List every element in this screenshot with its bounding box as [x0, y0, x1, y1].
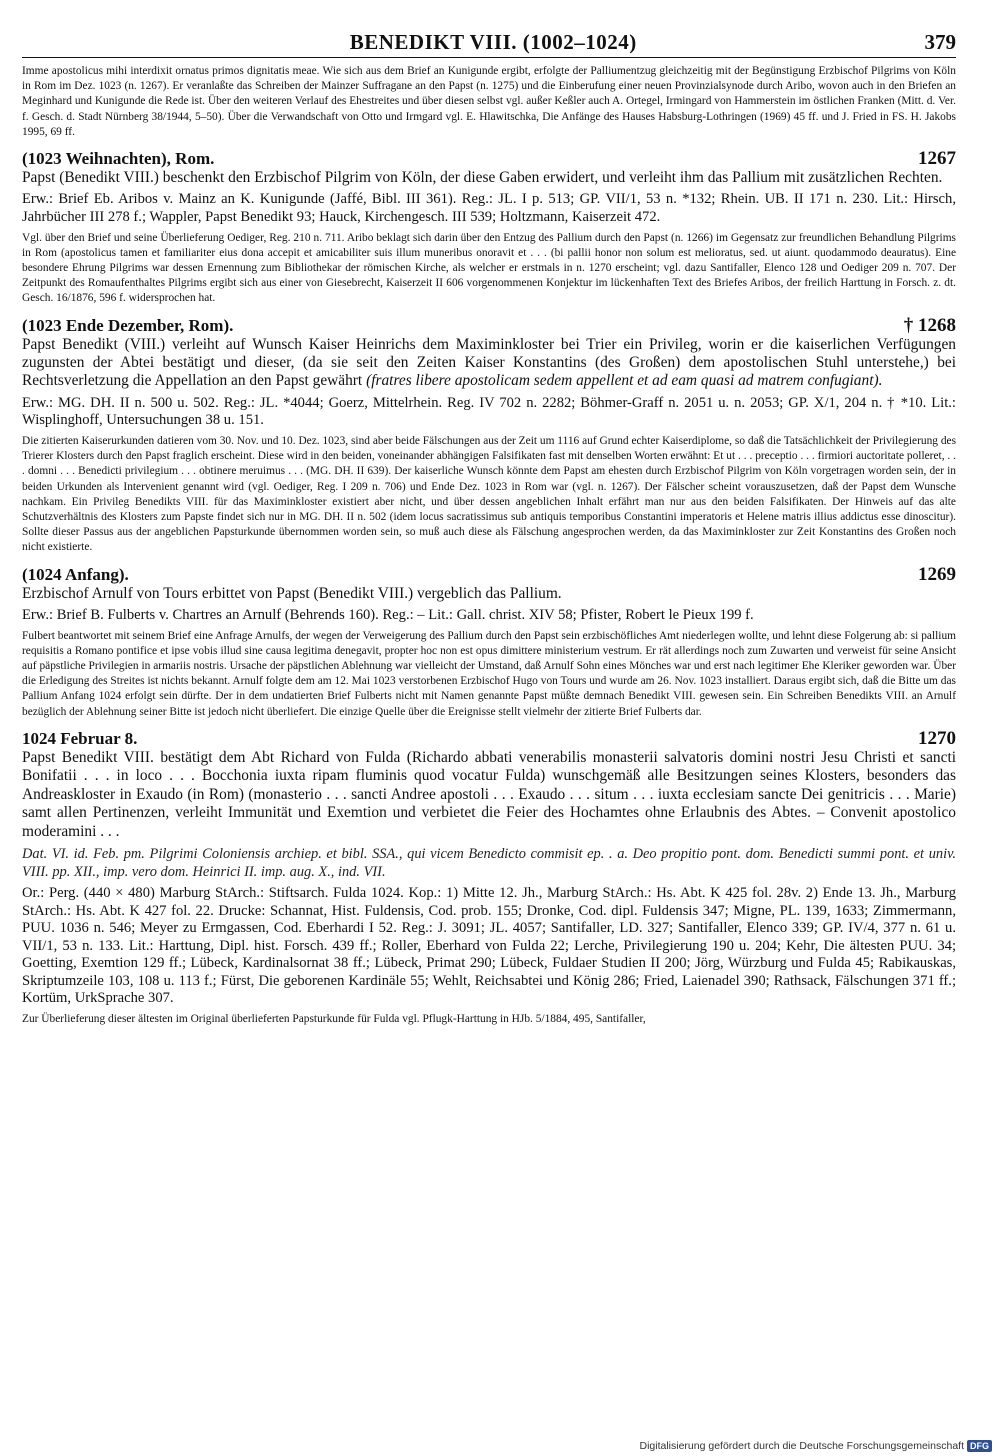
regest-text: Erzbischof Arnulf von Tours erbittet von Papst (Benedikt VIII.) vergeblich das Pallium. — [22, 584, 562, 602]
references: Erw.: MG. DH. II n. 500 u. 502. Reg.: JL. *4044; Goerz, Mittelrhein. Reg. IV 702 n. 2282; Böhmer-Graff n. 2051 u. n. 2053; GP. X/1, 204 n. † *10. Lit.: Wisplinghoff, Untersuchungen 38 u. 151. — [22, 394, 956, 429]
entry-heading — [22, 565, 956, 585]
entry-heading — [22, 729, 956, 749]
datum-line: Dat. VI. id. Feb. pm. Pilgrimi Coloniensis archiep. et bibl. SSA., qui vicem Benedicto commisit ep. . a. Deo propitio pont. dom. Benedicti summi pont. et univ. VIII. pp. XII., imp. vero dom. Heinrici II. imp. aug. X., ind. VII. — [22, 845, 956, 880]
references: Erw.: Brief B. Fulberts v. Chartres an Arnulf (Behrends 160). Reg.: – Lit.: Gall. christ. XIV 58; Pfister, Robert le Pieux 199 f. — [22, 607, 754, 624]
commentary: Die zitierten Kaiserurkunden datieren vom 30. Nov. und 10. Dez. 1023, sind aber beide Fälschungen aus der Zeit um 1116 auf Grund echter Kaiserdiplome, so daß die Tatsächlichkeit der Privilegierung des Trierer Klosters durch den Papst fraglich erscheint. Diese wird in den beiden, voneinander abhängigen Falsifikaten fast mit denselben Worten erwähnt: Et ut . . . preceptio . . . firmiori auctoritate polleret, . . . domni . . . Benedicti privilegium . . . obtinere meruimus . . . (MG. DH. II 639). Der kaiserliche Wunsch könnte dem Papst am ehesten durch Erzbischof Pilgrim von Köln vorgetragen worden sein, der in beiden Urkunden als Intervenient genannt wird (vgl. Oediger, Reg. I 209 n. 706) und Ende Dez. 1023 in Rom war (vgl. n. 1267). Der Fälscher scheint vorauszusetzen, daß der Papst dem Wunsche nachkam. Ein Privileg Benedikts VIII. für das Maximinkloster existiert aber nicht, und über dessen angeblichen Inhalt erfährt man nur aus den beiden Falsifikaten. Der Hinweis auf das alte Schutzverhältnis des Klosters zum Papste findet sich nur in MG. DH. II n. 502 (idem locus sacratissimus sub antiquis temporibus Constantini imperatoris et Helene matris illius addictus esse dinoscitur). Sollte dieser Passus aus der angeblichen Papsturkunde übernommen worden sein, so muß auch diese als Fälschung angesprochen werden, da das Maximinkloster zur Zeit Konstantins des Großen noch nicht existierte. — [22, 435, 956, 554]
regest-entry-1268 — [22, 316, 956, 556]
regest-text: Papst Benedikt VIII. bestätigt dem Abt Richard von Fulda (Richardo abbati venerabilis monasterii salvatoris domini nostri Jesu Christi et sancti Bonifatii . . . in loco . . . Bocchonia iuxta ripam fluminis quod vocatur Fulda) wunschgemäß alle Besitzungen seines Klosters, besonders das Andreaskloster in Exaudo (in Rom) (monasterio . . . sancti Andree apostoli . . . Exaudo . . . situm . . . iuxta ecclesiam sancte Dei genitricis . . . Marie) samt allen Pertinenzen, verleiht Immunität und Exemtion und verbietet die Feier des Hochamtes ohne Erlaubnis des Abtes. – Convenit apostolico moderamini . . . — [22, 748, 956, 840]
regest-entry-1269 — [22, 565, 956, 720]
dfg-logo: DFG — [967, 1440, 992, 1452]
references: Erw.: Brief Eb. Aribos v. Mainz an K. Kunigunde (Jaffé, Bibl. III 361). Reg.: JL. I p. 513; GP. VII/1, 53 n. *132; Rhein. UB. II 171 n. 230. Lit.: Hirsch, Jahrbücher III 278 f.; Wappler, Papst Benedikt 93; Hauck, Kirchengesch. III 539; Holtzmann, Kaiserzeit 472. — [22, 191, 956, 226]
regest-text — [22, 336, 956, 391]
regest-german: Papst Benedikt (VIII.) verleiht auf Wunsch Kaiser Heinrichs dem Maximinkloster bei Trier ein Privileg, worin er die kaiserlichen Verfügungen zugunsten der Abtei bestätigt und dieser, (da sie seit den Zeiten Kaiser Konstantins (des Großen) dem apostolischen Stuhl unterstehe,) bei Rechtsverletzung die Appellation an den Papst gewährt — [22, 335, 956, 390]
entry-date-place: (1023 Ende Dezember, Rom). — [22, 315, 234, 335]
entry-date-place: 1024 Februar 8. — [22, 728, 138, 748]
page-number: 379 — [924, 30, 956, 54]
commentary: Zur Überlieferung dieser ältesten im Original überlieferten Papsturkunde für Fulda vgl. Pflugk-Harttung in HJb. 5/1884, 495, Santifaller, — [22, 1013, 646, 1026]
entry-number: 1270 — [918, 727, 956, 749]
footer-text: Digitalisierung gefördert durch die Deutsche Forschungsgemeinschaft — [639, 1440, 964, 1452]
entry-number: † 1268 — [903, 314, 956, 336]
regest-latin-quote: (fratres libere apostolicam sedem appellent et ad eam quasi ad matrem confugiant). — [366, 372, 883, 390]
entry-number: 1267 — [918, 148, 956, 170]
entry-heading — [22, 316, 956, 336]
regest-text: Papst (Benedikt VIII.) beschenkt den Erzbischof Pilgrim von Köln, der diese Gaben erwidert, und verleiht ihm das Pallium mit zusätzlichen Rechten. — [22, 169, 943, 187]
entry-number: 1269 — [918, 563, 956, 585]
entry-heading — [22, 149, 956, 169]
commentary: Fulbert beantwortet mit seinem Brief eine Anfrage Arnulfs, der wegen der Verweigerung des Pallium durch den Papst sein erzbischöfliches Amt niederlegen wollte, und lehnt diese Folgerung ab: si pallium requisitis a Romano pontifice et ipse vobis illud sine causa legitima denegavit, propter hoc non est opus dimittere ministerium vestrum. Er rät allerdings noch zum Zuwarten und verweist für seine Ansicht auf päpstliche Privilegien in armariis nostris. Ursache der päpstlichen Ablehnung war vielleicht der Umstand, daß Arnulf Sohn eines Mönches war und erst nach legitimer Ehe Kleriker geworden war. Über die Erledigung des Streites ist nichts bekannt. Arnulf folgte dem am 12. Mai 1023 verstorbenen Erzbischof Hugo von Tours und wurde am 26. Nov. 1023 installiert. Daraus ergibt sich, daß die Bitte um das Pallium Anfang 1024 erfolgt sein dürfte. Der in dem undatierten Brief Fulberts nicht mit Namen genannte Papst müßte demnach Benedikt VIII. gewesen sein. Ein Schreiben Benedikts VIII. an Arnulf bezüglich der Ablehnung seiner Bitte ist jedoch nicht überliefert. Die einzige Quelle über die Ereignisse stellt vielmehr der zitierte Brief Fulberts dar. — [22, 629, 956, 718]
regest-entry-1270 — [22, 729, 956, 1027]
entry-date-place: (1024 Anfang). — [22, 564, 129, 584]
entry-date-place: (1023 Weihnachten), Rom. — [22, 149, 215, 169]
intro-commentary: Imme apostolicus mihi interdixit ornatus primos dignitatis meae. Wie sich aus dem Brief an Kunigunde ergibt, erfolgte der Palliumentzug gleichzeitig mit der Begünstigung Erzbischof Pilgrims von Köln in Rom im Dez. 1023 (n. 1267). Er veranlaßte das Schreiben der Mainzer Suffragane an den Papst (n. 1275) und die Einberufung einer neuen Provinzialsynode durch Aribo, wovon auch in den Briefen an Meginhard und Kunigunde die Rede ist. Über den weiteren Verlauf des Ehestreites und über diesen selbst vgl. außer Keßler auch A. Ortegel, Irmingard von Hammerstein im östlichen Franken (Mitt. d. Ver. f. Gesch. d. Stadt Nürnberg 38/1944, 5–50). Über die Verwandschaft von Otto und Irmgard vgl. E. Hlawitschka, Die Anfänge des Hauses Habsburg-Lothringen (1969) 45 ff. und J. Fried in FS. H. Jakobs 1995, 69 ff. — [22, 65, 956, 138]
digitization-footer — [639, 1440, 992, 1452]
running-header — [22, 30, 956, 58]
regest-entry-1267 — [22, 149, 956, 307]
references: Or.: Perg. (440 × 480) Marburg StArch.: Stiftsarch. Fulda 1024. Kop.: 1) Mitte 12. Jh., Marburg StArch.: Hs. Abt. K 425 fol. 28v. 2) Ende 13. Jh., Marburg StArch.: Hs. Abt. K 427 fol. 22. Drucke: Schannat, Hist. Fuldensis, Cod. prob. 155; Dronke, Cod. dipl. Fuldensis 347; Migne, PL. 139, 1633; Zimmermann, PUU. 1036 n. 546; Meyer zu Ermgassen, Cod. Eberhardi I 52. Reg.: J. 3091; JL. 4057; Santifaller, LD. 327; Santifaller, Elenco 339; GP. IV/4, 377 n. 61 u. VII/1, 53 n. 133. Lit.: Harttung, Dipl. hist. Forsch. 439 ff.; Roller, Eberhard von Fulda 22; Lerche, Privilegierung 190 u. 204; Kehr, Die ältesten PUU. 34; Goetting, Exemtion 129 ff.; Lübeck, Kardinalsornat 38 ff.; Lübeck, Primat 290; Lübeck, Fuldaer Studien II 200; Jörg, Würzburg und Fulda 45; Rabikauskas, Skriptumzeile 103, 108 u. 113 f.; Fürst, Die geborenen Kardinäle 55; Wehlt, Reichsabtei und König 286; Fried, Laienadel 390; Rathsack, Fälschungen 371 ff.; Kortüm, UrkSprache 307. — [22, 884, 956, 1007]
running-title: BENEDIKT VIII. (1002–1024) — [349, 30, 637, 54]
commentary: Vgl. über den Brief und seine Überlieferung Oediger, Reg. 210 n. 711. Aribo beklagt sich darin über den Entzug des Pallium durch den Papst (n. 1266) im Gegensatz zur freundlichen Behandlung Pilgrims in Rom (apostolicus tamen et familiariter eius dona accepit et amicabiliter suis illum muneribus onoravit et . . . (bi pallii honor non solum est melioratus, sed. ut aiunt. quodammodo deauratus). Eine besondere Ehrung Pilgrims war dessen Ernennung zum Bibliothekar der römischen Kirche, als welcher er erstmals in n. 1270 erscheint; vgl. dazu Santifaller, Elenco 128 und Oediger 209 n. 707. Der Zeitpunkt des Romaufenthaltes Pilgrims ergibt sich aus einer von Giesebrecht, Kaiserzeit II 606 vorgenommenen Konjektur im lückenhaften Text des Briefes Aribos, der freilich Harttung in Forsch. z. dt. Gesch. 16/1876, 596 f. widersprochen hat. — [22, 231, 956, 305]
document-page — [22, 30, 956, 1027]
